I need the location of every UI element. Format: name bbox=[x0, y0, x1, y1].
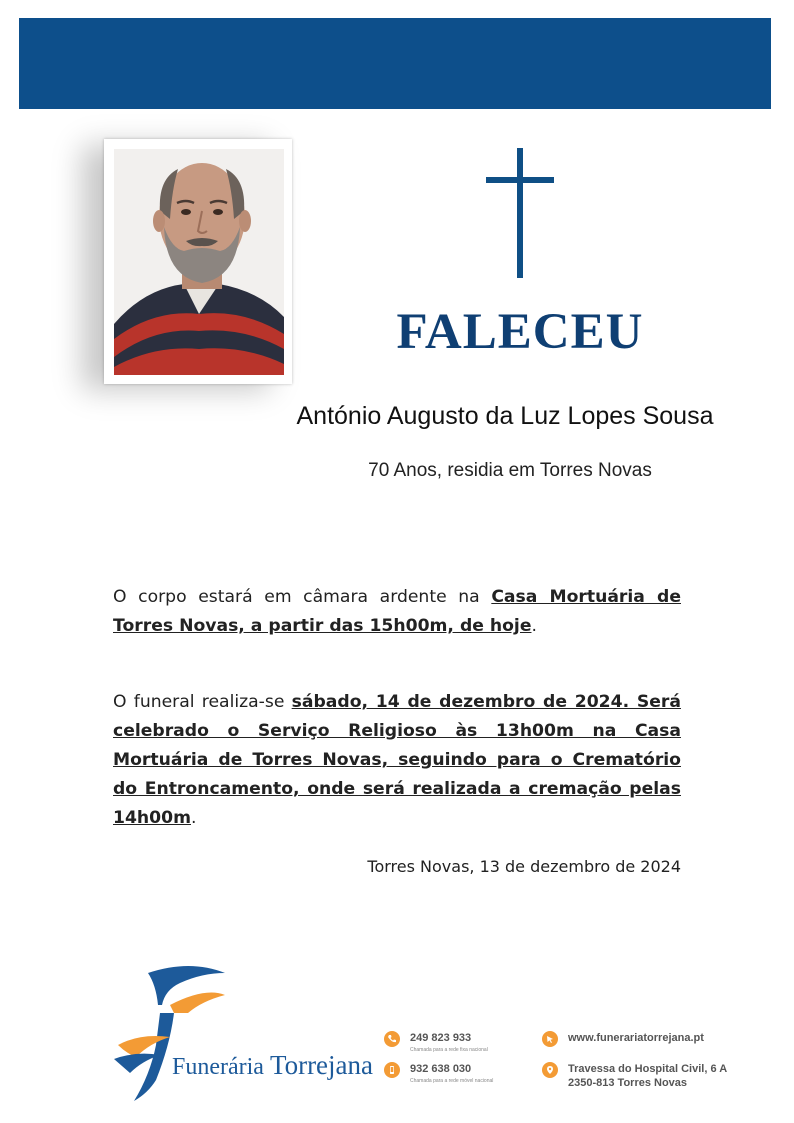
obituary-heading: FALECEU bbox=[396, 304, 644, 360]
phone-2-note: Chamada para a rede móvel nacional bbox=[410, 1078, 494, 1084]
mobile-icon bbox=[384, 1062, 400, 1078]
cross-icon bbox=[486, 148, 554, 278]
phone-1-note: Chamada para a rede fixa nacional bbox=[410, 1047, 488, 1053]
website-link[interactable]: www.funerariatorrejana.pt bbox=[568, 1032, 704, 1044]
wake-end: . bbox=[531, 616, 537, 636]
portrait-photo bbox=[114, 149, 284, 375]
deceased-name: António Augusto da Luz Lopes Sousa bbox=[296, 402, 714, 430]
age-residence: 70 Anos, residia em Torres Novas bbox=[368, 460, 652, 481]
company-name bbox=[172, 1050, 373, 1081]
location-icon bbox=[542, 1062, 558, 1078]
phone-icon bbox=[384, 1031, 400, 1047]
portrait-frame bbox=[104, 139, 292, 384]
address-line-1: Travessa do Hospital Civil, 6 A bbox=[568, 1063, 728, 1075]
funeral-text: O funeral realiza-se bbox=[113, 692, 292, 712]
company-name-part1: Funerária bbox=[172, 1054, 270, 1080]
company-name-part2: Torrejana bbox=[269, 1050, 374, 1080]
funeral-details: sábado, 14 de dezembro de 2024. Será celebrado o Serviço Religioso às 13h00m na Casa Mortuária de Torres Novas, seguindo para o Crematório do Entroncamento, onde será realizada a cremação pelas 14h00m bbox=[113, 692, 681, 828]
funeral-paragraph bbox=[113, 688, 681, 833]
wake-text: O corpo estará em câmara ardente na bbox=[113, 587, 492, 607]
funeral-end: . bbox=[190, 808, 197, 828]
wake-paragraph bbox=[113, 583, 681, 641]
wake-location: Casa Mortuária de Torres Novas, a partir das 15h00m, de hoje bbox=[113, 587, 681, 636]
address-line-2: 2350-813 Torres Novas bbox=[568, 1077, 688, 1089]
dateline: Torres Novas, 13 de dezembro de 2024 bbox=[367, 857, 681, 876]
company-logo bbox=[110, 965, 340, 1105]
globe-icon bbox=[542, 1031, 558, 1047]
header-banner bbox=[19, 18, 771, 109]
phone-1[interactable]: 249 823 933 bbox=[410, 1032, 472, 1044]
phone-2[interactable]: 932 638 030 bbox=[410, 1063, 472, 1075]
